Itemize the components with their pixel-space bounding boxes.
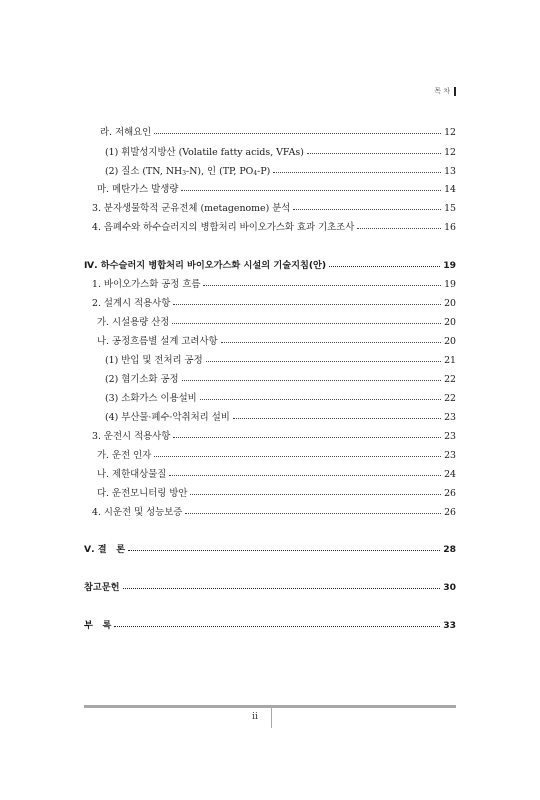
toc-entry[interactable] xyxy=(97,487,456,500)
toc-entry-label: (1) 반입 및 전처리 공정 xyxy=(105,355,203,366)
toc-leader-dots xyxy=(273,164,441,173)
toc-entry[interactable] xyxy=(105,411,456,424)
toc-leader-dots xyxy=(293,201,441,210)
toc-entry-page: 28 xyxy=(443,544,456,555)
toc-entry[interactable] xyxy=(92,202,456,215)
toc-entry-label: 가. 시설용량 산정 xyxy=(97,317,170,328)
toc-entry[interactable] xyxy=(92,221,456,234)
toc-entry-label: (2) 질소 (TN, $NH_3-N$), 인 (TP, $PO_4-P$) xyxy=(105,166,271,177)
toc-entry-page: 13 xyxy=(444,166,456,177)
toc-entry-page: 26 xyxy=(444,507,456,518)
toc-chapter[interactable] xyxy=(84,619,456,632)
toc-leader-dots xyxy=(154,448,441,457)
section-header xyxy=(434,86,456,96)
page-number: ii xyxy=(252,712,258,722)
toc-entry[interactable] xyxy=(97,335,456,348)
toc-entry-label: 3. 운전시 적용사항 xyxy=(92,431,171,442)
toc-entry-label: (3) 소화가스 이용설비 xyxy=(105,393,197,404)
toc-entry-page: 14 xyxy=(444,184,456,195)
toc-entry-page: 20 xyxy=(444,317,456,328)
toc-entry-page: 22 xyxy=(444,374,456,385)
toc-entry-page: 16 xyxy=(444,222,456,233)
toc-leader-dots xyxy=(307,145,441,154)
toc-leader-dots xyxy=(123,580,441,589)
toc-entry-page: 23 xyxy=(444,431,456,442)
toc-leader-dots xyxy=(357,220,441,229)
toc-entry-page: 23 xyxy=(444,450,456,461)
toc-entry[interactable] xyxy=(97,468,456,481)
toc-entry-label: 4. 시운전 및 성능보증 xyxy=(92,507,183,518)
toc-chapter[interactable] xyxy=(84,259,456,272)
toc-entry-label: 나. 제한대상물질 xyxy=(97,469,167,480)
toc-entry[interactable] xyxy=(92,430,456,443)
toc-entry-page: 15 xyxy=(444,203,456,214)
toc-leader-dots xyxy=(329,258,440,267)
toc-leader-dots xyxy=(128,542,440,551)
toc-entry-page: 33 xyxy=(443,620,456,631)
toc-entry-label: (4) 부산물·폐수·악취처리 설비 xyxy=(105,412,230,423)
header-marker-bar xyxy=(454,87,456,96)
toc-entry[interactable] xyxy=(105,392,456,405)
toc-leader-dots xyxy=(233,410,441,419)
toc-entry[interactable] xyxy=(97,183,456,196)
toc-entry-page: 20 xyxy=(444,298,456,309)
toc-entry-label: 2. 설계시 적용사항 xyxy=(92,298,171,309)
toc-leader-dots xyxy=(172,315,441,324)
toc-leader-dots xyxy=(173,429,441,438)
toc-leader-dots xyxy=(182,372,441,381)
toc-entry-label: 4. 음폐수와 하수슬러지의 병합처리 바이오가스화 효과 기초조사 xyxy=(92,222,355,233)
footer-rule xyxy=(84,705,456,708)
toc-entry-page: 21 xyxy=(444,355,456,366)
toc-entry-label: 나. 공정흐름별 설계 고려사항 xyxy=(97,336,218,347)
toc-entry[interactable] xyxy=(100,126,456,139)
toc-entry-page: 12 xyxy=(444,127,456,138)
toc-entry-page: 12 xyxy=(444,147,456,158)
toc-entry-label: Ⅳ. 하수슬러지 병합처리 바이오가스화 시설의 기술지침(안) xyxy=(84,260,327,271)
toc-leader-dots xyxy=(190,486,441,495)
toc-entry-page: 19 xyxy=(444,279,456,290)
header-title: 목 차 xyxy=(434,87,450,95)
toc-entry-page: 22 xyxy=(444,393,456,404)
toc-entry[interactable] xyxy=(97,449,456,462)
toc-chapter[interactable] xyxy=(84,581,456,594)
toc-entry[interactable] xyxy=(105,354,456,367)
toc-entry-page: 20 xyxy=(444,336,456,347)
toc-entry-page: 23 xyxy=(444,412,456,423)
toc-leader-dots xyxy=(206,353,441,362)
toc-entry[interactable] xyxy=(92,506,456,519)
toc-entry[interactable] xyxy=(97,316,456,329)
toc-entry-label: 1. 바이오가스화 공정 흐름 xyxy=(92,279,201,290)
toc-entry-label: 가. 운전 인자 xyxy=(97,450,152,461)
toc-leader-dots xyxy=(114,618,440,627)
toc-entry-page: 24 xyxy=(444,469,456,480)
toc-chapter[interactable] xyxy=(84,543,456,556)
toc-entry[interactable] xyxy=(105,165,456,180)
toc-entry[interactable] xyxy=(105,373,456,386)
toc-leader-dots xyxy=(173,296,441,305)
toc-leader-dots xyxy=(154,125,441,134)
toc-entry-label: Ⅴ. 결 론 xyxy=(84,544,126,555)
toc-leader-dots xyxy=(203,277,441,286)
toc-leader-dots xyxy=(221,334,441,343)
toc-entry-label: 마. 메탄가스 발생량 xyxy=(97,184,179,195)
toc-leader-dots xyxy=(185,505,441,514)
toc-entry-label: (2) 혐기소화 공정 xyxy=(105,374,179,385)
toc-entry[interactable] xyxy=(92,278,456,291)
toc-entry-label: 라. 저해요인 xyxy=(100,127,152,138)
toc-leader-dots xyxy=(181,182,441,191)
toc-entry-label: (1) 휘발성지방산 (Volatile fatty acids, VFAs) xyxy=(105,147,304,158)
toc-entry[interactable] xyxy=(92,297,456,310)
toc-entry-label: 부 록 xyxy=(84,620,112,631)
toc-entry[interactable] xyxy=(105,146,456,159)
toc-leader-dots xyxy=(200,391,441,400)
toc-entry-label: 3. 분자생물학적 군유전체 (metagenome) 분석 xyxy=(92,203,291,214)
toc-leader-dots xyxy=(169,467,441,476)
toc-entry-page: 26 xyxy=(444,488,456,499)
toc-entry-page: 19 xyxy=(443,260,456,271)
toc-entry-page: 30 xyxy=(443,582,456,593)
toc-entry-label: 참고문헌 xyxy=(84,582,120,593)
footer-divider xyxy=(271,708,272,728)
toc-entry-label: 다. 운전모니터링 방안 xyxy=(97,488,188,499)
